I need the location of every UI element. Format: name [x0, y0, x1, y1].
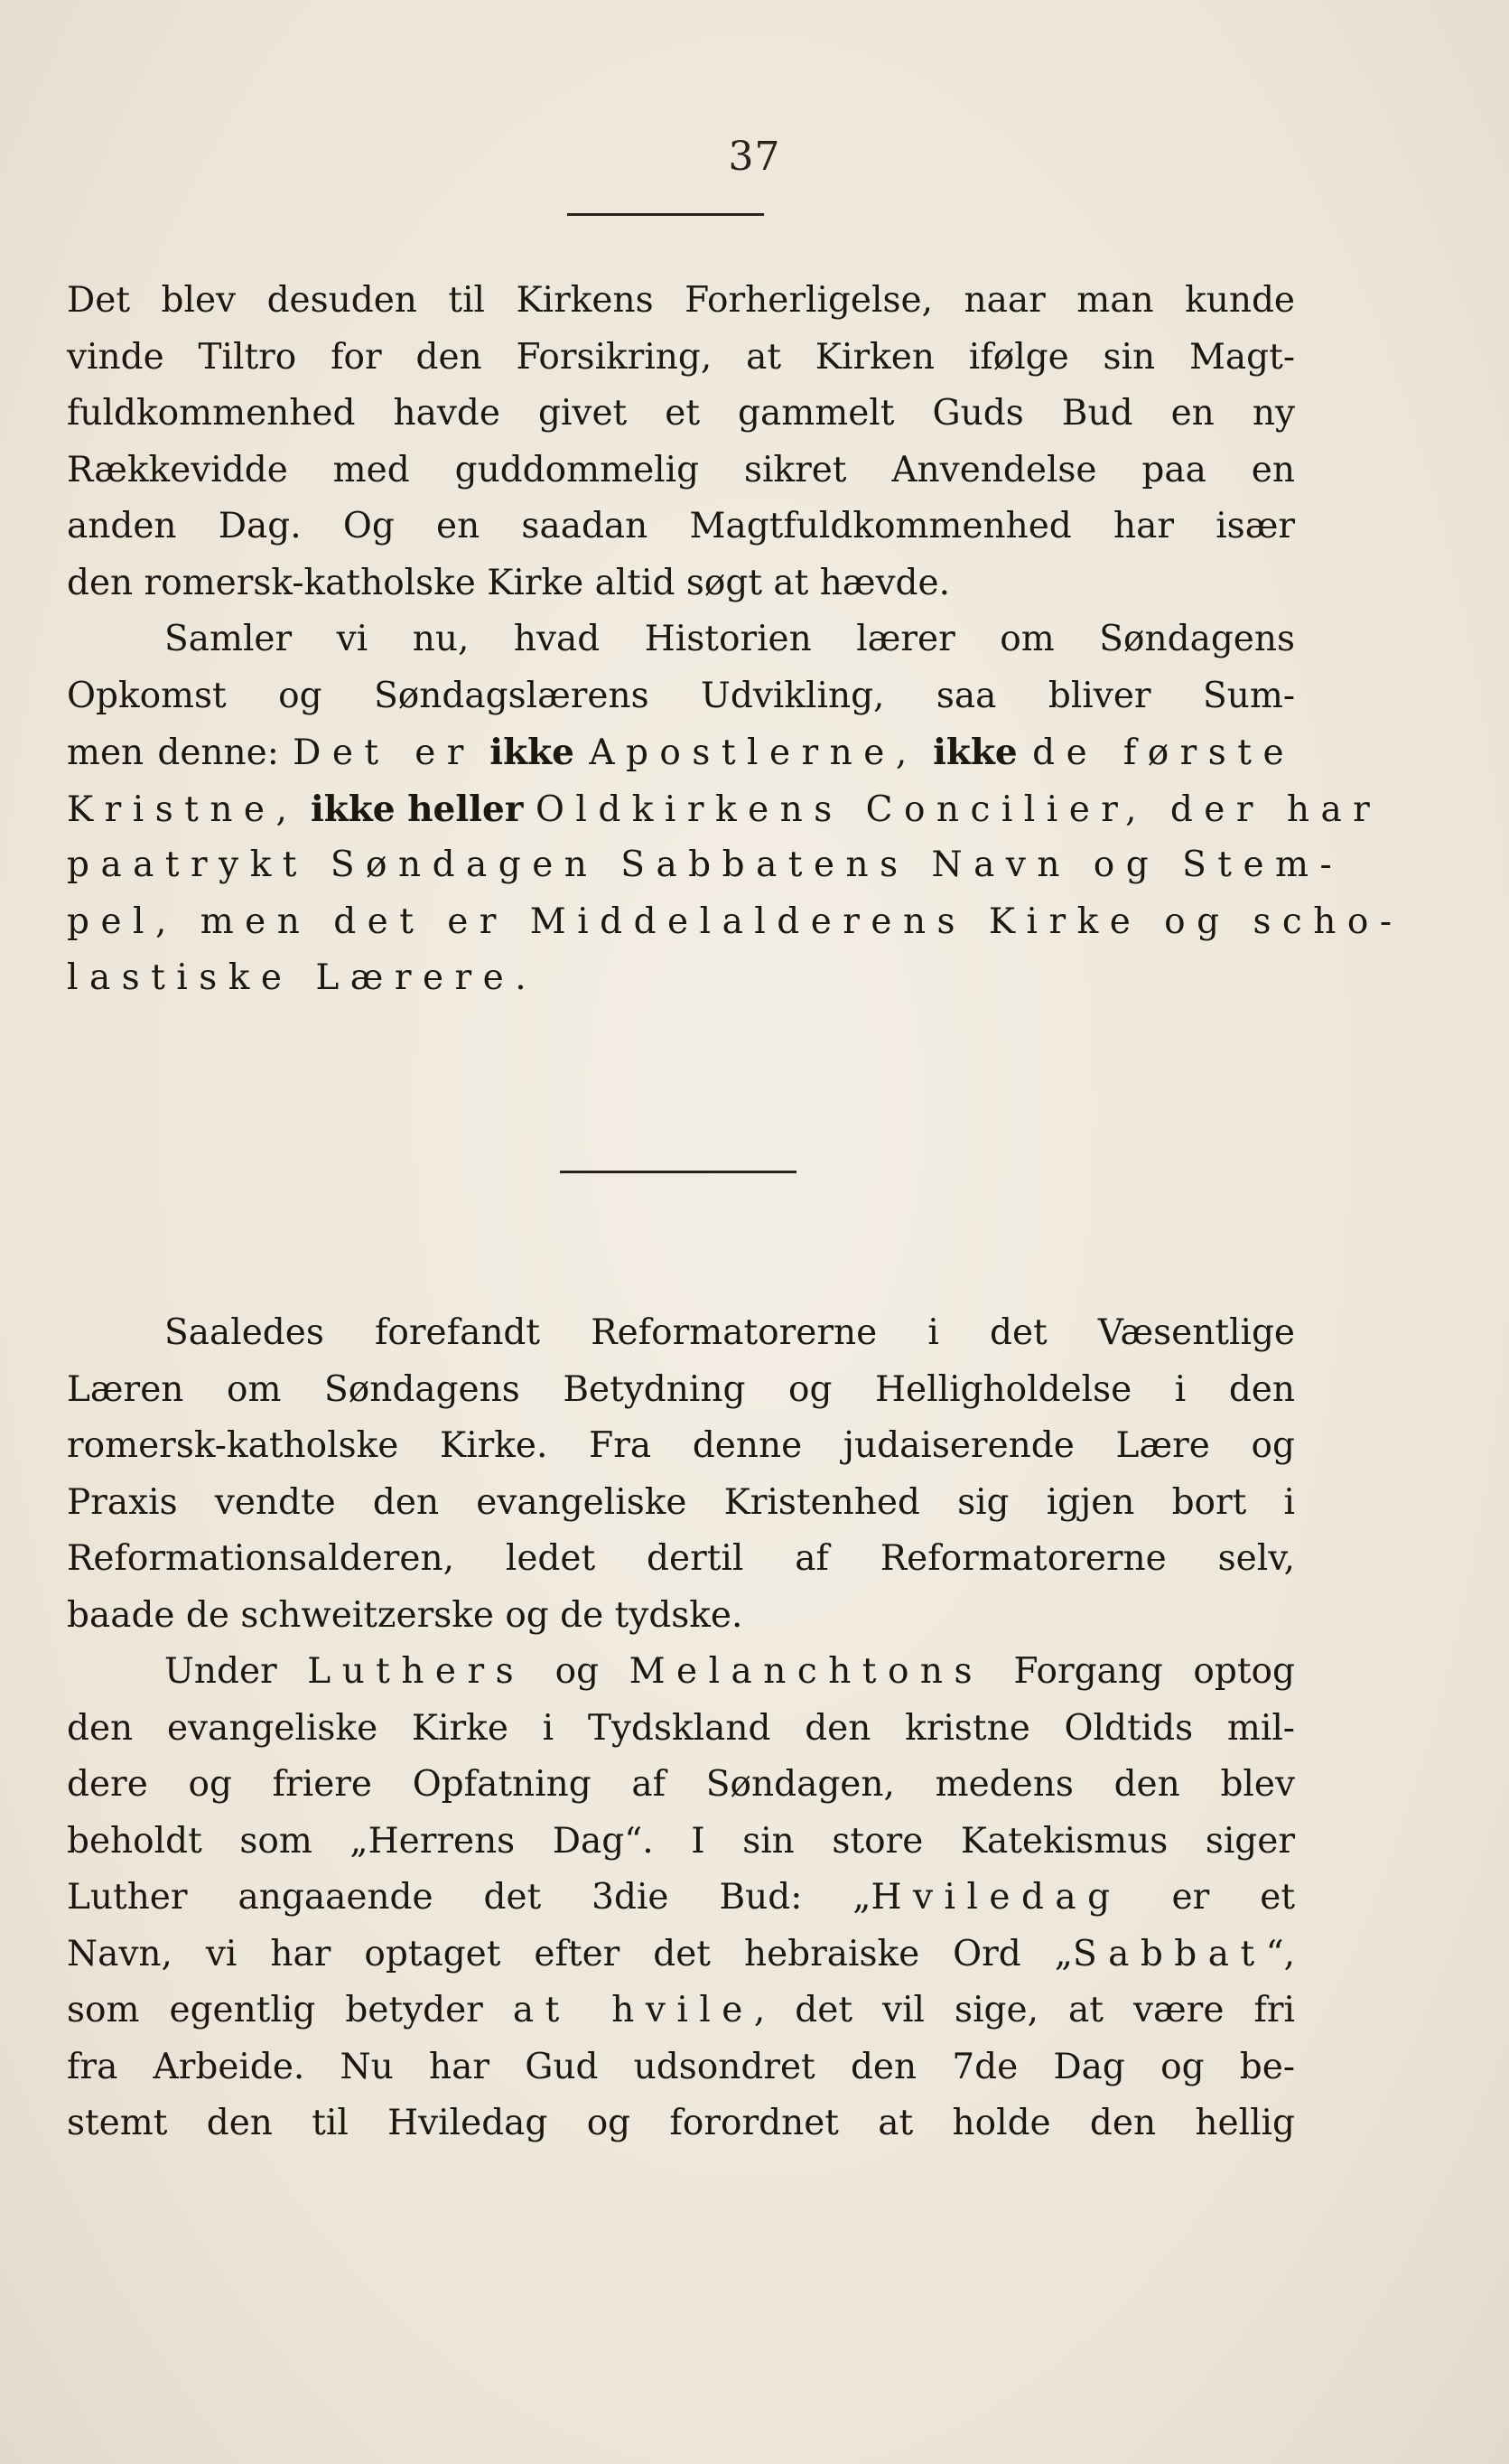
- text-line-emphasis: [67, 781, 1382, 838]
- spaced-text: Apostlerne,: [589, 733, 918, 773]
- bold-text: ikke heller: [298, 788, 536, 830]
- header-rule: [567, 213, 764, 216]
- bold-text: ikke: [474, 732, 590, 773]
- text-line: vinde Tiltro for den Forsikring, at Kirken ifølge sin Magt-: [67, 336, 1295, 378]
- spaced-text: Luthers: [307, 1651, 526, 1692]
- bold-text: ikke: [918, 732, 1033, 773]
- text-line: den romersk-katholske Kirke altid søgt at hævde.: [67, 562, 950, 603]
- spaced-text: Oldkirkens Concilier, der har: [535, 789, 1382, 830]
- text-line-emphasis: [67, 1927, 1295, 1983]
- text-line: stemt den til Hviledag og forordnet at holde den hellig: [67, 2103, 1295, 2143]
- text-line: beholdt som „Herrens Dag“. I sin store Katekismus siger: [67, 1820, 1295, 1862]
- text-line: anden Dag. Og en saadan Magtfuldkommenhed har især: [67, 506, 1295, 546]
- text-line: baade de schweitzerske og de tydske.: [67, 1594, 743, 1636]
- text-segment: “,: [1265, 1933, 1295, 1974]
- text-line: dere og friere Opfatning af Søndagen, medens den blev: [67, 1764, 1295, 1805]
- text-segment: Forgang optog: [983, 1651, 1295, 1692]
- spaced-text: Det er: [293, 733, 475, 773]
- text-line: Saaledes forefandt Reformatorerne i det Væsentlige: [164, 1312, 1295, 1353]
- spaced-text: de første: [1032, 733, 1296, 773]
- text-line: Rækkevidde med guddommelig sikret Anvendelse paa en: [67, 449, 1295, 490]
- text-line-emphasis: [67, 1870, 1295, 1927]
- text-line: lastiske Lærere.: [67, 957, 538, 998]
- text-segment: er et: [1121, 1877, 1295, 1918]
- text-line-emphasis: [67, 1983, 1295, 2039]
- text-line: paatrykt Søndagen Sabbatens Navn og Stem-: [67, 845, 1344, 885]
- section-divider: [560, 1171, 796, 1173]
- text-segment: men denne:: [67, 733, 293, 773]
- text-line: Samler vi nu, hvad Historien lærer om Søndagens: [164, 619, 1295, 659]
- paragraph-block-2: [67, 1305, 1295, 2152]
- page-number: 37: [728, 134, 781, 180]
- text-line: Opkomst og Søndagslærens Udvikling, saa bliver Sum-: [67, 675, 1295, 716]
- text-line: romersk-katholske Kirke. Fra denne judaiserende Lære og: [67, 1425, 1295, 1466]
- spaced-text: Melanchtons: [629, 1651, 984, 1692]
- text-segment: som egentlig betyder: [67, 1990, 513, 2030]
- text-line: pel, men det er Middelalderens Kirke og scho-: [67, 901, 1403, 942]
- text-line: Læren om Søndagens Betydning og Helligholdelse i den: [67, 1368, 1295, 1410]
- text-segment: , det vil sige, at være fri: [753, 1990, 1295, 2030]
- text-segment: Navn, vi har optaget efter det hebraiske Ord „: [67, 1933, 1073, 1974]
- spaced-text: at hvile: [512, 1990, 754, 2030]
- text-line: Praxis vendte den evangeliske Kristenhed sig igjen bort i: [67, 1481, 1295, 1523]
- text-line: fuldkommenhed havde givet et gammelt Guds Bud en ny: [67, 393, 1295, 434]
- spaced-text: Sabbat: [1072, 1933, 1266, 1974]
- text-line-emphasis: [67, 724, 1295, 781]
- text-segment: og: [525, 1651, 629, 1692]
- spaced-text: Kristne,: [67, 789, 299, 830]
- spaced-text: Hviledag: [871, 1877, 1122, 1918]
- text-line: Det blev desuden til Kirkens Forherligelse, naar man kunde: [67, 280, 1295, 321]
- text-line: fra Arbeide. Nu har Gud udsondret den 7de Dag og be-: [67, 2046, 1295, 2087]
- paragraph-block-1: [67, 273, 1403, 1007]
- text-line-emphasis: [67, 1644, 1295, 1701]
- text-line: den evangeliske Kirke i Tydskland den kristne Oldtids mil-: [67, 1707, 1295, 1749]
- text-line: Reformationsalderen, ledet dertil af Reformatorerne selv,: [67, 1538, 1295, 1579]
- text-segment: Under: [164, 1651, 308, 1692]
- text-segment: Luther angaaende det 3die Bud: „: [67, 1877, 871, 1918]
